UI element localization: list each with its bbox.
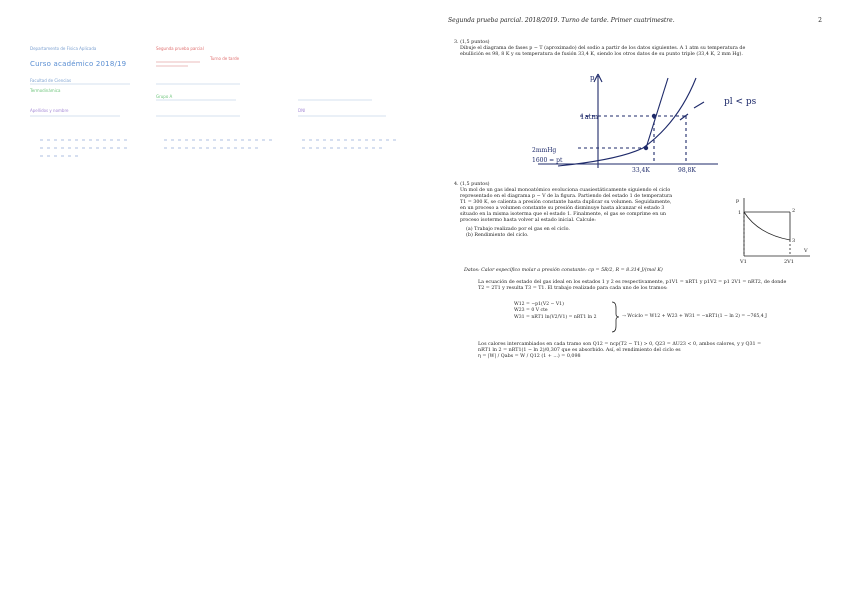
left-line-blue-2: Facultad de Ciencias [30,78,72,83]
final-line-1: Los calores intercambiados en cada tramo son Q12 = ncp(T2 − T1) > 0, Q23 = ΔU23 < 0, ambos calores, y y Q31 = [478,342,762,347]
label-1atm: 1atm [580,113,599,121]
problem-4-line-2: representado en el diagrama p − V de la figura. Partiendo del estado 1 de temperatura [460,194,673,199]
pv-label-v2: 2V1 [784,259,794,264]
problem-4 [454,182,672,239]
label-pl-ps: pl < ps [724,97,757,107]
problem-3-label: 3. (1,5 puntos) [454,40,490,45]
left-faint-lines [0,0,424,200]
pv-figure [724,194,814,264]
problem-3-line-1: Dibuje el diagrama de fases p − T (aproximado) del sodio a partir de los datos siguientes. A 1 atm su temperatura de [460,46,746,51]
problem-4-item-a: (a) Trabajo realizado por el gas en el ciclo. [466,227,570,232]
label-t1: 33,4K [632,167,650,174]
problem-4-line-3: T1 = 300 K, se calienta a presión constante hasta duplicar su volumen. Seguidamente, [460,200,672,205]
eq-w23: W23 = 0 V cte [514,308,548,314]
page-number: 2 [818,17,822,24]
problem-3 [454,40,745,58]
problem-4-line-5: situado en la misma isoterma que el estado 1. Finalmente, el gas se comprime en un [460,212,667,217]
header-title: Segunda prueba parcial. 2018/2019. Turno de tarde. Primer cuatrimestre. [448,17,675,24]
right-page [424,0,848,599]
solution-line-2: T2 = 2T1 y resulta T3 = T1. El trabajo realizado para cada uno de los tramos: [478,286,668,291]
left-line-blue-1: Departamento de Física Aplicada [30,46,97,51]
left-line-red-1: Segunda prueba parcial [156,46,204,51]
eq-w12: W12 = −p1(V2 − V1) [514,302,564,307]
left-line-violet-2: DNI [298,108,306,113]
pv-point-1: 1 [738,210,742,216]
left-line-green-1: Termodinámica [30,88,61,93]
problem-4-item-b: (b) Rendimiento del ciclo. [466,233,529,238]
solution-intro: Datos: Calor específico molar a presión constante: cp = 5R/2, R = 8.314 J/(mol K) [464,268,663,273]
left-title: Curso académico 2018/19 [30,60,127,68]
label-t2: 98,8K [678,167,696,174]
pv-point-2: 2 [792,208,796,214]
left-line-violet-1: Apellidos y nombre [30,108,69,113]
solution-line-1: La ecuación de estado del gas ideal en los estados 1 y 2 es respectivamente, p1V1 = nRT1 y p1V2 = p1 2V1 = nRT2, de donde [478,280,787,285]
left-line-green-2: Grupo A [156,94,173,99]
final-line-3: η = |W| / Qabs = W / Q12 (1 + ...) = 0,098 [478,354,581,359]
left-line-red-2: Turno de tarde [210,56,240,61]
point-triple [644,146,648,150]
pv-axis-p: p [736,198,740,204]
equation-block [514,302,597,321]
axis-p-label: p [590,74,595,82]
equation-brace [610,300,620,334]
pv-axis-v: V [804,248,808,254]
problem-4-line-4: en un proceso a volumen constante su presión disminuye hasta alcanzar el estado 3 [460,206,665,211]
final-line-2: nRT1 ln 2 = nRT1(1 − ln 2)/0,307 que es absorbido. Así, el rendimiento del ciclo es [478,348,681,353]
eq-w31: W31 = nRT1 ln(V2/V1) = nRT1 ln 2 [514,314,597,320]
pv-point-3: 3 [792,238,796,244]
final-text [478,342,761,360]
point-fusion [652,114,656,118]
phase-diagram [528,68,808,176]
problem-3-line-2: ebullición es 98, 8 K y su temperatura de fusión 33,4 K, siendo los otros datos de su punto triple (33,4 K, 2 mm Hg). [460,52,743,57]
solution-text [478,280,786,292]
problem-4-line-6: proceso isotermo hasta volver al estado inicial. Calcule: [460,218,596,223]
problem-4-line-1: Un mol de un gas ideal monoatómico evoluciona cuasiestáticamente siguiendo el ciclo [460,188,671,193]
pv-label-v1: V1 [740,259,747,264]
label-2mmhg: 2mmHg [532,147,557,154]
problem-4-label: 4. (1,5 puntos) [454,182,490,187]
label-1600: 1600 = pt [532,157,563,164]
eq-result: → Wciclo = W12 + W23 + W31 = −nRT1(1 − ln 2) = −765,4 J [622,314,767,319]
